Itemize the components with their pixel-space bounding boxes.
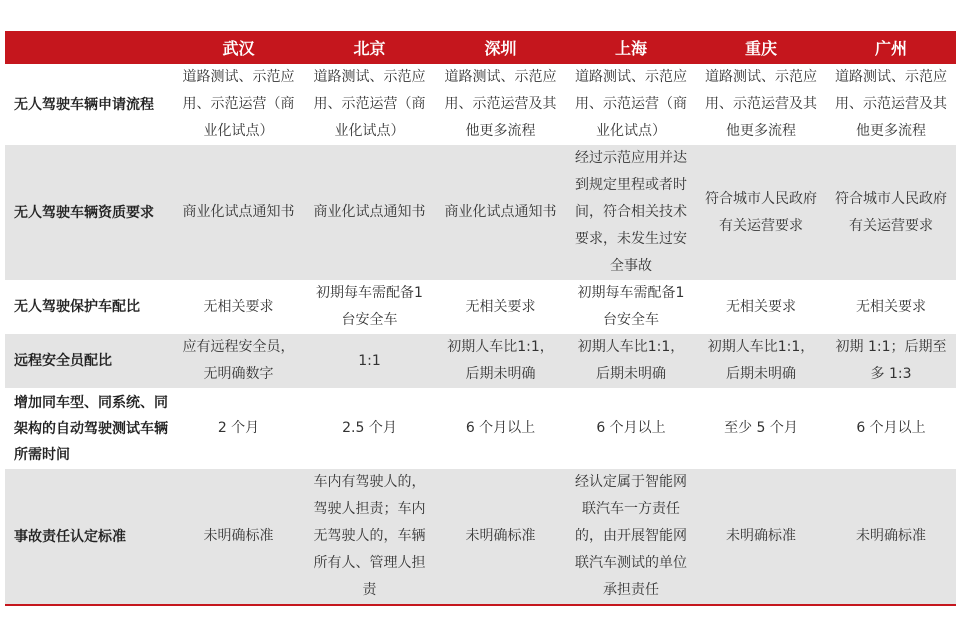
row-label: 无人驾驶车辆资质要求	[5, 145, 173, 280]
header-row	[5, 31, 956, 64]
table-cell: 初期人车比1:1，后期未明确	[566, 334, 696, 388]
table-row-escort-ratio	[5, 280, 956, 334]
table-cell: 未明确标准	[826, 469, 956, 604]
table-cell: 初期人车比1:1，后期未明确	[696, 334, 826, 388]
header-city-chongqing: 重庆	[696, 31, 826, 64]
table-cell: 符合城市人民政府有关运营要求	[696, 145, 826, 280]
table-cell: 道路测试、示范应用、示范运营（商业化试点）	[304, 64, 435, 145]
table-cell: 1:1	[304, 334, 435, 388]
header-city-shanghai: 上海	[566, 31, 696, 64]
table-cell: 道路测试、示范应用、示范运营及其他更多流程	[826, 64, 956, 145]
header-city-shenzhen: 深圳	[435, 31, 566, 64]
table-cell: 初期每车需配备1台安全车	[304, 280, 435, 334]
table-cell: 应有远程安全员，无明确数字	[173, 334, 304, 388]
bottom-rule	[5, 604, 956, 606]
table-cell: 道路测试、示范应用、示范运营及其他更多流程	[696, 64, 826, 145]
table-cell: 符合城市人民政府有关运营要求	[826, 145, 956, 280]
table-cell: 初期每车需配备1台安全车	[566, 280, 696, 334]
table-cell: 道路测试、示范应用、示范运营（商业化试点）	[566, 64, 696, 145]
table-row-remote-safety-ratio	[5, 334, 956, 388]
table-cell: 经过示范应用并达到规定里程或者时间，符合相关技术要求，未发生过安全事故	[566, 145, 696, 280]
table-cell: 6 个月以上	[826, 388, 956, 469]
table-cell: 初期 1:1；后期至多 1:3	[826, 334, 956, 388]
table-cell: 未明确标准	[435, 469, 566, 604]
table-row-liability-standard	[5, 469, 956, 604]
table-cell: 经认定属于智能网联汽车一方责任的，由开展智能网联汽车测试的单位承担责任	[566, 469, 696, 604]
table-cell: 2 个月	[173, 388, 304, 469]
table-cell: 未明确标准	[696, 469, 826, 604]
table-cell: 无相关要求	[696, 280, 826, 334]
table-cell: 道路测试、示范应用、示范运营（商业化试点）	[173, 64, 304, 145]
header-city-guangzhou: 广州	[826, 31, 956, 64]
row-label: 事故责任认定标准	[5, 469, 173, 604]
header-city-beijing: 北京	[304, 31, 435, 64]
table-cell: 商业化试点通知书	[304, 145, 435, 280]
row-label: 增加同车型、同系统、同架构的自动驾驶测试车辆所需时间	[5, 388, 173, 469]
table-cell: 无相关要求	[435, 280, 566, 334]
header-corner	[5, 31, 173, 64]
city-comparison-table	[5, 31, 956, 604]
table-row-application-process	[5, 64, 956, 145]
table-cell: 无相关要求	[173, 280, 304, 334]
table-cell: 至少 5 个月	[696, 388, 826, 469]
table-row-qualification	[5, 145, 956, 280]
table-cell: 6 个月以上	[435, 388, 566, 469]
row-label: 无人驾驶车辆申请流程	[5, 64, 173, 145]
table-cell: 车内有驾驶人的，驾驶人担责；车内无驾驶人的，车辆所有人、管理人担责	[304, 469, 435, 604]
table-cell: 道路测试、示范应用、示范运营及其他更多流程	[435, 64, 566, 145]
header-city-wuhan: 武汉	[173, 31, 304, 64]
table-cell: 无相关要求	[826, 280, 956, 334]
table-cell: 2.5 个月	[304, 388, 435, 469]
table-row-add-vehicle-time	[5, 388, 956, 469]
row-label: 无人驾驶保护车配比	[5, 280, 173, 334]
table-cell: 6 个月以上	[566, 388, 696, 469]
table-cell: 商业化试点通知书	[435, 145, 566, 280]
table-cell: 未明确标准	[173, 469, 304, 604]
table-cell: 商业化试点通知书	[173, 145, 304, 280]
row-label: 远程安全员配比	[5, 334, 173, 388]
table-cell: 初期人车比1:1，后期未明确	[435, 334, 566, 388]
